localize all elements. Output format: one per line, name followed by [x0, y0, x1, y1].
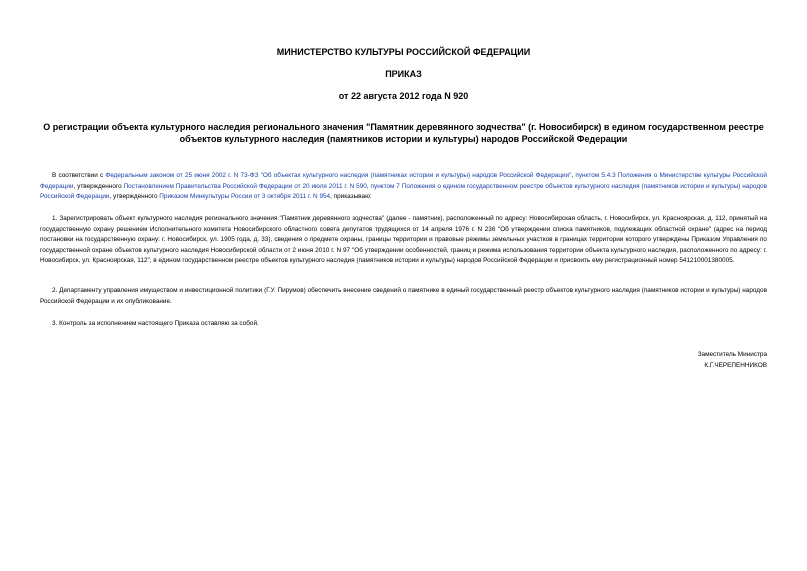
intro-text-4: , — [366, 182, 371, 190]
signatory-position: Заместитель Министра — [697, 351, 767, 358]
paragraph-2: 2. Департаменту управления имуществом и инвестиционной политики (Г.У. Пирумов) обеспечить внесение сведений о памятнике в единый государственный реестр объектов культурного наследия (памятников истории и культуры) народов Российской Федерации и их опубликование. — [40, 287, 767, 305]
document-date-number: от 22 августа 2012 года N 920 — [338, 91, 469, 101]
signature-block — [698, 350, 767, 371]
intro-text-1: В соответствии с — [52, 172, 106, 179]
intro-text-2: , — [571, 172, 576, 179]
document-type: ПРИКАЗ — [385, 69, 422, 79]
mincult-order-link[interactable]: Приказом Минкультуры России от 3 октября 2011 г. N 954 — [159, 193, 331, 200]
signatory-name: К.Г.ЧЕРЕПЕННИКОВ — [704, 361, 767, 369]
ministry-heading: МИНИСТЕРСТВО КУЛЬТУРЫ РОССИЙСКОЙ ФЕДЕРАЦИИ — [276, 47, 531, 57]
paragraph-1: 1. Зарегистрировать объект культурного наследия регионального значения "Памятник деревянного зодчества" (далее - памятник), расположенный по адресу: Новосибирская область, г. Новосибирск, ул. Красноярская, д. 112, принятый на государственную охрану решением Исполнительного комитета Новосибирского областного совета депутатов трудящихся от 14 апреля 1976 г. N 236 "Об утверждении списка памятников, подлежащих областной охране" (адрес на период постановки на государственную охрану: г. Новосибирск, ул. 1905 года, д. 33), сведения о предмете охраны, границы территории и правовые режимы земельных участков в границах территории которого утверждены Приказом Управления по государственной охране объектов культурного наследия Новосибирской области от 2 июня 2010 г. N 97 "Об утверждении особенностей, границ и режима использования территории объекта культурного наследия, расположенного по адресу: г. Новосибирск, ул. Красноярская, 112", в едином государственном реестре объектов культурного наследия (памятников истории и культуры) народов Российской Федерации и присвоить ему регистрационный номер 541210001380005. — [40, 215, 767, 264]
document-title: О регистрации объекта культурного наследия регионального значения "Памятник деревянного зодчества" (г. Новосибирск) в едином государственном реестре объектов культурного наследия (памятников истории и культуры) народов Российской Федерации — [43, 122, 764, 144]
intro-text-3: , утвержденного — [73, 182, 124, 190]
registry-regulation-link[interactable]: пунктом 7 Положения о едином государственном реестре объектов культурного наследия (памятников истории и культуры) народов Российской Федерации — [40, 182, 767, 200]
intro-text-5: , утвержденного — [109, 193, 160, 200]
paragraph-3: 3. Контроль за исполнением настоящего Приказа оставляю за собой. — [52, 320, 259, 327]
intro-text-6: , приказываю: — [330, 193, 372, 200]
intro-paragraph — [40, 171, 767, 203]
federal-law-link[interactable]: Федеральным законом от 25 июня 2002 г. N 73-ФЗ "Об объектах культурного наследия (памятниках истории и культуры) народов Российской Федерации" — [105, 172, 572, 179]
government-decree-link[interactable]: Постановлением Правительства Российской Федерации от 20 июля 2011 г. N 590 — [123, 182, 367, 190]
ministry-regulation-link[interactable]: пунктом 5.4.3 Положения о Министерстве культуры Российской Федерации — [40, 172, 767, 190]
